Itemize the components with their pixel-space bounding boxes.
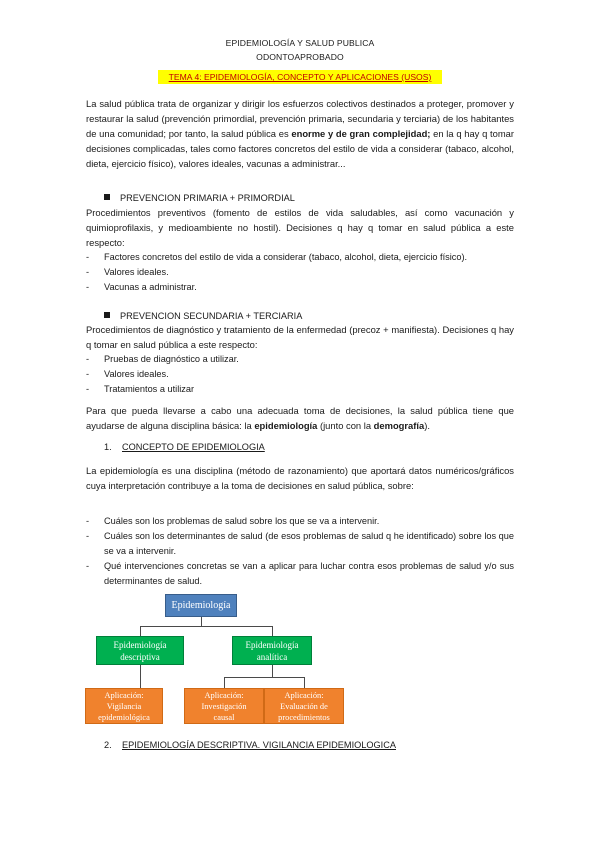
section-primaria-heading	[104, 192, 295, 204]
connector-line	[224, 677, 225, 688]
section-2-heading	[104, 739, 396, 751]
connector-line	[140, 626, 141, 636]
decision-paragraph: Para que pueda llevarse a cabo una adecuada toma de decisiones, la salud pública tiene que ayudarse de alguna disciplina básica: la epidemiología (junto con la demografía).	[86, 405, 514, 431]
diagram-vigilancia-box: Aplicación: Vigilancia epidemiológica	[85, 688, 163, 724]
connector-line	[224, 677, 305, 678]
document-author: ODONTOAPROBADO	[256, 52, 344, 62]
section-2-number: 2.	[104, 740, 112, 750]
document-page: EPIDEMIOLOGÍA Y SALUD PUBLICA ODONTOAPROBADO TEMA 4: EPIDEMIOLOGÍA, CONCEPTO Y APLICACIONES (USOS) La salud pública trata de organizar y dirigir los esfuerzos colectivos destinados a proteger, promover y restaurar la salud (prevención primordial, prevención primaria, secundaria y terciaria) de los habitantes de una comunidad; por tanto, la salud pública es enorme y de gran complejidad; en la q hay q tomar decisiones complicadas, tales como factores concretos del estilo de vida a considerar (tabaco, alcohol, dieta, ejercicio físico), valores ideales, vacunas a administrar... PREVENCION PRIMARIA + PRIMORDIAL Procedimientos preventivos (fomento de estilos de vida saludables, así como vacunación y quimioprofilaxis, y medioambiente no hostil). Decisiones q hay q tomar en salud pública a este respecto: - Factores concretos del estilo de vida a considerar (tabaco, alcohol, dieta, ejercicio físico). - Valores ideales. - Vacunas a administrar. PREVENCION SECUNDARIA + TERCIARIA Procedimientos de diagnóstico y tratamiento de la enfermedad (precoz + manifiesta). Decisiones q hay q tomar en salud pública a este respecto: - Pruebas de diagnóstico a utilizar. - Valores ideales. - Tratamientos a utilizar Para que pueda llevarse a cabo una adecuada toma de decisiones, la salud pública tiene que ayudarse de alguna disciplina básica: la epidemiología (junto con la demografía). 1. CONCEPTO DE EPIDEMIOLOGIA La epidemiología es una disciplina (método de razonamiento) que aportará datos numéricos/gráficos cuya interpretación contribuye a la toma de decisiones en salud pública, sobre: - Cuáles son los problemas de salud sobre los que se va a intervenir. - Cuáles son los determinantes de salud (de esos problemas de salud q he identificado) sobre los que se va a intervenir. - Qué intervenciones concretas se van a aplicar para luchar contra esos problemas de salud y/o sus determinantes de salud. Epidemiología Epidemiología descriptiva Epidemiología analítica Aplicación: Vigilancia epidemiológica Aplicación: Investigación causal Aplicación: Evaluación de procedimientos 2. EPIDEMIOLOGÍA DESCRIPTIVA. VIGILANCIA EPIDEMIOLOGICA	[0, 0, 600, 848]
section-primaria-text: Procedimientos preventivos (fomento de estilos de vida saludables, así como vacunación y quimioprofilaxis, y medioambiente no hostil). Decisiones q hay q tomar en salud pública a este respecto:	[86, 207, 514, 248]
diagram-root-box: Epidemiología	[165, 594, 237, 617]
diagram-evaluacion-box: Aplicación: Evaluación de procedimientos	[264, 688, 344, 724]
connector-line	[304, 677, 305, 688]
bold-demografia: demografía	[373, 420, 425, 431]
diagram-descriptiva-box: Epidemiología descriptiva	[96, 636, 184, 665]
section-secundaria-heading	[104, 310, 302, 322]
square-bullet-icon	[104, 312, 110, 318]
section-secundaria-title: PREVENCION SECUNDARIA + TERCIARIA	[120, 311, 303, 321]
concepto-paragraph: La epidemiología es una disciplina (método de razonamiento) que aportará datos numéricos/gráficos cuya interpretación contribuye a la toma de decisiones en salud pública, sobre:	[86, 465, 514, 491]
section-1-title: CONCEPTO DE EPIDEMIOLOGIA	[122, 442, 265, 452]
connector-line	[140, 626, 273, 627]
section-1-number: 1.	[104, 442, 112, 452]
section-1-heading	[104, 441, 265, 453]
diagram-analitica-box: Epidemiología analítica	[232, 636, 312, 665]
connector-line	[140, 665, 141, 688]
connector-line	[272, 626, 273, 636]
topic-title: TEMA 4: EPIDEMIOLOGÍA, CONCEPTO Y APLICACIONES (USOS)	[158, 70, 442, 84]
intro-text-1: La salud pública trata de organizar y dirigir los esfuerzos colectivos destinados a proteger, promover y restaurar la salud (prevención primordial, prevención primaria, secundaria y terciaria) de los habitantes de una comunidad; por tanto, la salud pública es	[86, 98, 514, 139]
section-2-title: EPIDEMIOLOGÍA DESCRIPTIVA. VIGILANCIA EPIDEMIOLOGICA	[122, 740, 396, 750]
section-primaria-title: PREVENCION PRIMARIA + PRIMORDIAL	[120, 193, 295, 203]
diagram-investigacion-box: Aplicación: Investigación causal	[184, 688, 264, 724]
intro-bold: enorme y de gran complejidad;	[291, 128, 431, 139]
bold-epidemiologia: epidemiología	[254, 420, 318, 431]
connector-line	[272, 665, 273, 677]
document-title: EPIDEMIOLOGÍA Y SALUD PUBLICA	[225, 38, 375, 48]
intro-text-2: en la q hay q tomar decisiones complicadas, tales como factores concretos del estilo de vida a considerar (tabaco, alcohol, dieta, ejercicio físico), valores ideales, vacunas a administrar...	[86, 128, 514, 169]
section-secundaria-text: Procedimientos de diagnóstico y tratamiento de la enfermedad (precoz + manifiesta). Decisiones q hay q tomar en salud pública a este respecto:	[86, 324, 514, 350]
square-bullet-icon	[104, 194, 110, 200]
intro-paragraph	[86, 96, 514, 171]
